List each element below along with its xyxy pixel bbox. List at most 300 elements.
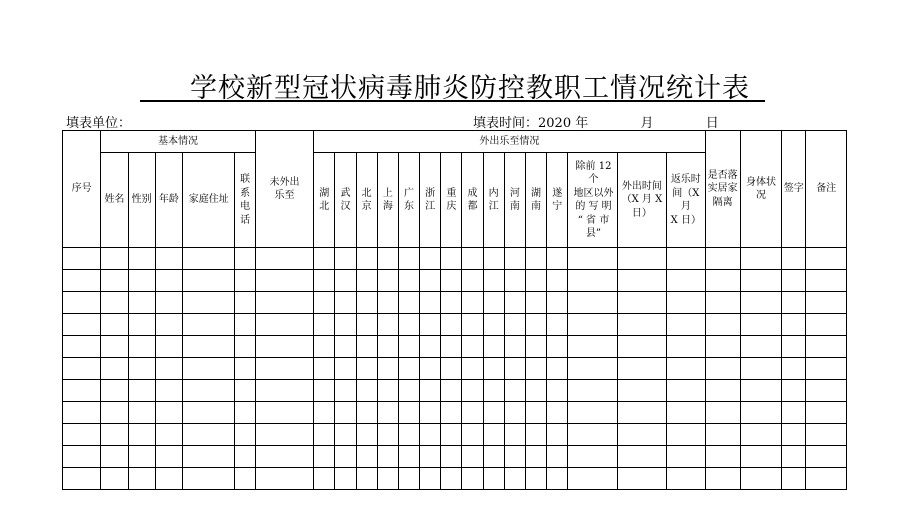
table-cell[interactable]	[504, 314, 525, 336]
table-cell[interactable]	[806, 446, 847, 468]
table-cell[interactable]	[314, 358, 335, 380]
table-cell[interactable]	[101, 380, 128, 402]
table-cell[interactable]	[183, 314, 235, 336]
table-cell[interactable]	[101, 292, 128, 314]
table-cell[interactable]	[63, 292, 101, 314]
table-cell[interactable]	[63, 270, 101, 292]
table-cell[interactable]	[377, 380, 398, 402]
table-cell[interactable]	[183, 446, 235, 468]
table-cell[interactable]	[462, 292, 483, 314]
table-cell[interactable]	[462, 358, 483, 380]
table-cell[interactable]	[235, 270, 255, 292]
table-cell[interactable]	[420, 424, 441, 446]
table-cell[interactable]	[255, 446, 314, 468]
table-cell[interactable]	[255, 358, 314, 380]
table-cell[interactable]	[483, 248, 504, 270]
table-cell[interactable]	[441, 468, 462, 490]
table-cell[interactable]	[398, 402, 419, 424]
table-cell[interactable]	[255, 402, 314, 424]
table-cell[interactable]	[314, 292, 335, 314]
table-cell[interactable]	[504, 292, 525, 314]
table-cell[interactable]	[183, 292, 235, 314]
table-cell[interactable]	[441, 292, 462, 314]
table-cell[interactable]	[441, 424, 462, 446]
table-cell[interactable]	[782, 270, 806, 292]
table-cell[interactable]	[183, 358, 235, 380]
table-cell[interactable]	[483, 402, 504, 424]
table-cell[interactable]	[398, 468, 419, 490]
table-cell[interactable]	[483, 380, 504, 402]
table-cell[interactable]	[667, 248, 705, 270]
table-cell[interactable]	[568, 358, 617, 380]
table-cell[interactable]	[568, 468, 617, 490]
table-cell[interactable]	[441, 402, 462, 424]
table-cell[interactable]	[155, 314, 182, 336]
table-cell[interactable]	[420, 248, 441, 270]
table-cell[interactable]	[335, 248, 356, 270]
table-cell[interactable]	[377, 292, 398, 314]
table-cell[interactable]	[314, 314, 335, 336]
table-cell[interactable]	[356, 270, 377, 292]
table-cell[interactable]	[335, 292, 356, 314]
table-row	[63, 314, 847, 336]
table-cell[interactable]	[782, 336, 806, 358]
table-cell[interactable]	[128, 446, 155, 468]
table-cell[interactable]	[377, 402, 398, 424]
table-cell[interactable]	[155, 446, 182, 468]
table-cell[interactable]	[398, 424, 419, 446]
table-cell[interactable]	[667, 292, 705, 314]
table-cell[interactable]	[356, 358, 377, 380]
table-cell[interactable]	[441, 336, 462, 358]
table-cell[interactable]	[441, 270, 462, 292]
table-cell[interactable]	[740, 292, 781, 314]
table-cell[interactable]	[314, 468, 335, 490]
table-cell[interactable]	[398, 358, 419, 380]
table-cell[interactable]	[255, 292, 314, 314]
table-cell[interactable]	[420, 358, 441, 380]
table-cell[interactable]	[314, 402, 335, 424]
table-cell[interactable]	[101, 358, 128, 380]
header-place-shanghai: 上 海	[377, 153, 398, 248]
table-cell[interactable]	[525, 336, 546, 358]
table-cell[interactable]	[420, 336, 441, 358]
table-cell[interactable]	[441, 248, 462, 270]
table-cell[interactable]	[255, 270, 314, 292]
table-cell[interactable]	[667, 424, 705, 446]
table-cell[interactable]	[183, 402, 235, 424]
table-cell[interactable]	[504, 380, 525, 402]
table-cell[interactable]	[255, 336, 314, 358]
table-cell[interactable]	[483, 424, 504, 446]
table-cell[interactable]	[398, 248, 419, 270]
table-cell[interactable]	[420, 314, 441, 336]
table-cell[interactable]	[504, 336, 525, 358]
table-cell[interactable]	[335, 314, 356, 336]
table-cell[interactable]	[183, 424, 235, 446]
table-cell[interactable]	[504, 468, 525, 490]
table-cell[interactable]	[255, 468, 314, 490]
table-cell[interactable]	[547, 380, 568, 402]
table-cell[interactable]	[525, 292, 546, 314]
table-cell[interactable]	[504, 358, 525, 380]
table-cell[interactable]	[806, 292, 847, 314]
table-cell[interactable]	[782, 402, 806, 424]
table-cell[interactable]	[420, 270, 441, 292]
header-place-hubei: 湖 北	[314, 153, 335, 248]
table-cell[interactable]	[617, 402, 666, 424]
table-cell[interactable]	[63, 248, 101, 270]
table-cell[interactable]	[504, 402, 525, 424]
table-cell[interactable]	[155, 270, 182, 292]
table-cell[interactable]	[705, 468, 740, 490]
table-cell[interactable]	[504, 446, 525, 468]
table-cell[interactable]	[483, 292, 504, 314]
table-cell[interactable]	[356, 336, 377, 358]
table-cell[interactable]	[235, 292, 255, 314]
table-cell[interactable]	[183, 248, 235, 270]
table-cell[interactable]	[782, 424, 806, 446]
table-cell[interactable]	[441, 358, 462, 380]
table-row	[63, 468, 847, 490]
table-cell[interactable]	[101, 468, 128, 490]
table-cell[interactable]	[235, 424, 255, 446]
table-cell[interactable]	[128, 380, 155, 402]
table-cell[interactable]	[806, 424, 847, 446]
header-place-chongqing: 重 庆	[441, 153, 462, 248]
table-cell[interactable]	[568, 380, 617, 402]
table-cell[interactable]	[63, 336, 101, 358]
table-cell[interactable]	[335, 336, 356, 358]
header-name: 姓名	[101, 153, 128, 248]
table-cell[interactable]	[335, 424, 356, 446]
table-cell[interactable]	[525, 446, 546, 468]
header-phone: 联 系 电 话	[235, 153, 255, 248]
table-cell[interactable]	[63, 402, 101, 424]
table-cell[interactable]	[101, 424, 128, 446]
table-cell[interactable]	[420, 292, 441, 314]
table-cell[interactable]	[356, 468, 377, 490]
table-cell[interactable]	[101, 270, 128, 292]
table-cell[interactable]	[740, 336, 781, 358]
table-cell[interactable]	[235, 446, 255, 468]
table-cell[interactable]	[617, 336, 666, 358]
table-cell[interactable]	[617, 248, 666, 270]
table-cell[interactable]	[183, 468, 235, 490]
table-cell[interactable]	[128, 292, 155, 314]
table-cell[interactable]	[128, 314, 155, 336]
table-cell[interactable]	[568, 292, 617, 314]
table-cell[interactable]	[504, 424, 525, 446]
table-cell[interactable]	[314, 248, 335, 270]
table-cell[interactable]	[525, 380, 546, 402]
table-cell[interactable]	[356, 380, 377, 402]
table-cell[interactable]	[155, 468, 182, 490]
table-cell[interactable]	[782, 292, 806, 314]
table-cell[interactable]	[235, 248, 255, 270]
table-cell[interactable]	[101, 402, 128, 424]
table-cell[interactable]	[806, 336, 847, 358]
table-cell[interactable]	[398, 446, 419, 468]
table-cell[interactable]	[525, 358, 546, 380]
table-cell[interactable]	[441, 446, 462, 468]
table-cell[interactable]	[667, 380, 705, 402]
table-row	[63, 358, 847, 380]
table-cell[interactable]	[398, 314, 419, 336]
table-cell[interactable]	[705, 402, 740, 424]
table-cell[interactable]	[705, 270, 740, 292]
table-cell[interactable]	[667, 314, 705, 336]
table-cell[interactable]	[568, 336, 617, 358]
table-cell[interactable]	[462, 248, 483, 270]
table-cell[interactable]	[356, 424, 377, 446]
table-cell[interactable]	[377, 314, 398, 336]
table-cell[interactable]	[806, 380, 847, 402]
table-cell[interactable]	[377, 358, 398, 380]
table-cell[interactable]	[667, 446, 705, 468]
table-cell[interactable]	[441, 314, 462, 336]
table-cell[interactable]	[547, 248, 568, 270]
table-cell[interactable]	[705, 380, 740, 402]
table-cell[interactable]	[740, 446, 781, 468]
table-cell[interactable]	[101, 446, 128, 468]
table-cell[interactable]	[128, 336, 155, 358]
table-cell[interactable]	[255, 314, 314, 336]
table-cell[interactable]	[617, 446, 666, 468]
table-cell[interactable]	[335, 380, 356, 402]
header-place-zhejiang: 浙 江	[420, 153, 441, 248]
table-cell[interactable]	[420, 402, 441, 424]
table-cell[interactable]	[667, 402, 705, 424]
table-cell[interactable]	[740, 358, 781, 380]
table-cell[interactable]	[705, 336, 740, 358]
title-underline	[140, 100, 765, 102]
table-cell[interactable]	[667, 468, 705, 490]
table-cell[interactable]	[782, 380, 806, 402]
table-cell[interactable]	[740, 270, 781, 292]
table-cell[interactable]	[356, 314, 377, 336]
table-cell[interactable]	[101, 314, 128, 336]
table-cell[interactable]	[314, 446, 335, 468]
table-cell[interactable]	[335, 468, 356, 490]
table-cell[interactable]	[462, 270, 483, 292]
table-cell[interactable]	[128, 358, 155, 380]
header-not-out-l2: 乐至	[274, 190, 295, 201]
table-cell[interactable]	[377, 336, 398, 358]
table-cell[interactable]	[63, 424, 101, 446]
table-cell[interactable]	[740, 402, 781, 424]
table-cell[interactable]	[740, 248, 781, 270]
table-cell[interactable]	[617, 358, 666, 380]
table-cell[interactable]	[568, 248, 617, 270]
table-cell[interactable]	[740, 424, 781, 446]
table-cell[interactable]	[705, 248, 740, 270]
table-cell[interactable]	[128, 270, 155, 292]
table-cell[interactable]	[705, 446, 740, 468]
table-cell[interactable]	[462, 380, 483, 402]
table-cell[interactable]	[235, 402, 255, 424]
table-cell[interactable]	[183, 270, 235, 292]
form-title	[140, 62, 780, 102]
table-cell[interactable]	[335, 446, 356, 468]
table-cell[interactable]	[705, 358, 740, 380]
table-cell[interactable]	[740, 468, 781, 490]
table-cell[interactable]	[483, 468, 504, 490]
table-cell[interactable]	[255, 248, 314, 270]
table-cell[interactable]	[462, 314, 483, 336]
table-cell[interactable]	[483, 358, 504, 380]
table-cell[interactable]	[63, 314, 101, 336]
table-cell[interactable]	[547, 314, 568, 336]
table-cell[interactable]	[356, 446, 377, 468]
table-cell[interactable]	[667, 270, 705, 292]
table-cell[interactable]	[398, 380, 419, 402]
table-cell[interactable]	[483, 336, 504, 358]
table-cell[interactable]	[525, 314, 546, 336]
table-cell[interactable]	[335, 402, 356, 424]
table-cell[interactable]	[547, 468, 568, 490]
table-cell[interactable]	[617, 270, 666, 292]
table-cell[interactable]	[356, 292, 377, 314]
table-cell[interactable]	[335, 358, 356, 380]
table-cell[interactable]	[667, 336, 705, 358]
table-cell[interactable]	[398, 292, 419, 314]
table-cell[interactable]	[547, 292, 568, 314]
table-cell[interactable]	[525, 402, 546, 424]
table-cell[interactable]	[235, 358, 255, 380]
table-cell[interactable]	[128, 402, 155, 424]
table-cell[interactable]	[155, 380, 182, 402]
table-cell[interactable]	[504, 248, 525, 270]
table-cell[interactable]	[525, 424, 546, 446]
table-cell[interactable]	[155, 292, 182, 314]
fill-time-day: 日	[705, 116, 719, 131]
table-cell[interactable]	[128, 468, 155, 490]
table-cell[interactable]	[314, 336, 335, 358]
table-cell[interactable]	[547, 336, 568, 358]
table-cell[interactable]	[568, 446, 617, 468]
table-cell[interactable]	[377, 248, 398, 270]
table-cell[interactable]	[547, 270, 568, 292]
table-cell[interactable]	[806, 468, 847, 490]
table-cell[interactable]	[782, 446, 806, 468]
table-cell[interactable]	[235, 380, 255, 402]
table-cell[interactable]	[462, 402, 483, 424]
table-cell[interactable]	[568, 270, 617, 292]
table-cell[interactable]	[314, 270, 335, 292]
table-cell[interactable]	[441, 380, 462, 402]
table-cell[interactable]	[617, 292, 666, 314]
table-cell[interactable]	[235, 336, 255, 358]
table-cell[interactable]	[740, 380, 781, 402]
table-cell[interactable]	[314, 424, 335, 446]
table-cell[interactable]	[183, 336, 235, 358]
table-cell[interactable]	[101, 248, 128, 270]
table-cell[interactable]	[314, 380, 335, 402]
table-cell[interactable]	[782, 358, 806, 380]
table-cell[interactable]	[356, 402, 377, 424]
table-cell[interactable]	[462, 424, 483, 446]
table-cell[interactable]	[377, 270, 398, 292]
table-cell[interactable]	[617, 314, 666, 336]
table-cell[interactable]	[155, 402, 182, 424]
table-cell[interactable]	[740, 314, 781, 336]
table-cell[interactable]	[705, 314, 740, 336]
table-cell[interactable]	[525, 248, 546, 270]
table-cell[interactable]	[335, 270, 356, 292]
table-cell[interactable]	[235, 314, 255, 336]
table-cell[interactable]	[377, 424, 398, 446]
table-cell[interactable]	[483, 270, 504, 292]
table-cell[interactable]	[782, 468, 806, 490]
table-cell[interactable]	[420, 446, 441, 468]
table-cell[interactable]	[462, 446, 483, 468]
table-cell[interactable]	[128, 248, 155, 270]
table-cell[interactable]	[806, 314, 847, 336]
table-cell[interactable]	[617, 468, 666, 490]
table-cell[interactable]	[547, 424, 568, 446]
table-cell[interactable]	[63, 468, 101, 490]
table-cell[interactable]	[155, 358, 182, 380]
table-cell[interactable]	[101, 336, 128, 358]
table-cell[interactable]	[63, 446, 101, 468]
table-cell[interactable]	[155, 248, 182, 270]
table-cell[interactable]	[420, 380, 441, 402]
table-cell[interactable]	[398, 336, 419, 358]
table-cell[interactable]	[377, 468, 398, 490]
table-cell[interactable]	[525, 468, 546, 490]
table-cell[interactable]	[806, 270, 847, 292]
table-cell[interactable]	[705, 292, 740, 314]
table-cell[interactable]	[617, 424, 666, 446]
table-cell[interactable]	[377, 446, 398, 468]
table-cell[interactable]	[617, 380, 666, 402]
table-cell[interactable]	[705, 424, 740, 446]
table-cell[interactable]	[155, 424, 182, 446]
table-cell[interactable]	[547, 446, 568, 468]
table-cell[interactable]	[462, 468, 483, 490]
table-cell[interactable]	[398, 270, 419, 292]
table-cell[interactable]	[183, 380, 235, 402]
table-cell[interactable]	[806, 358, 847, 380]
table-cell[interactable]	[483, 314, 504, 336]
table-cell[interactable]	[667, 358, 705, 380]
table-cell[interactable]	[255, 380, 314, 402]
table-cell[interactable]	[63, 380, 101, 402]
table-cell[interactable]	[63, 358, 101, 380]
table-cell[interactable]	[420, 468, 441, 490]
table-cell[interactable]	[483, 446, 504, 468]
table-cell[interactable]	[806, 402, 847, 424]
table-cell[interactable]	[806, 248, 847, 270]
table-cell[interactable]	[782, 248, 806, 270]
table-cell[interactable]	[462, 336, 483, 358]
table-cell[interactable]	[525, 270, 546, 292]
table-cell[interactable]	[235, 468, 255, 490]
table-cell[interactable]	[356, 248, 377, 270]
table-cell[interactable]	[255, 424, 314, 446]
table-cell[interactable]	[782, 314, 806, 336]
table-cell[interactable]	[568, 402, 617, 424]
table-cell[interactable]	[155, 336, 182, 358]
table-cell[interactable]	[568, 424, 617, 446]
table-row	[63, 270, 847, 292]
table-cell[interactable]	[128, 424, 155, 446]
table-cell[interactable]	[547, 402, 568, 424]
table-cell[interactable]	[568, 314, 617, 336]
table-cell[interactable]	[547, 358, 568, 380]
table-cell[interactable]	[504, 270, 525, 292]
